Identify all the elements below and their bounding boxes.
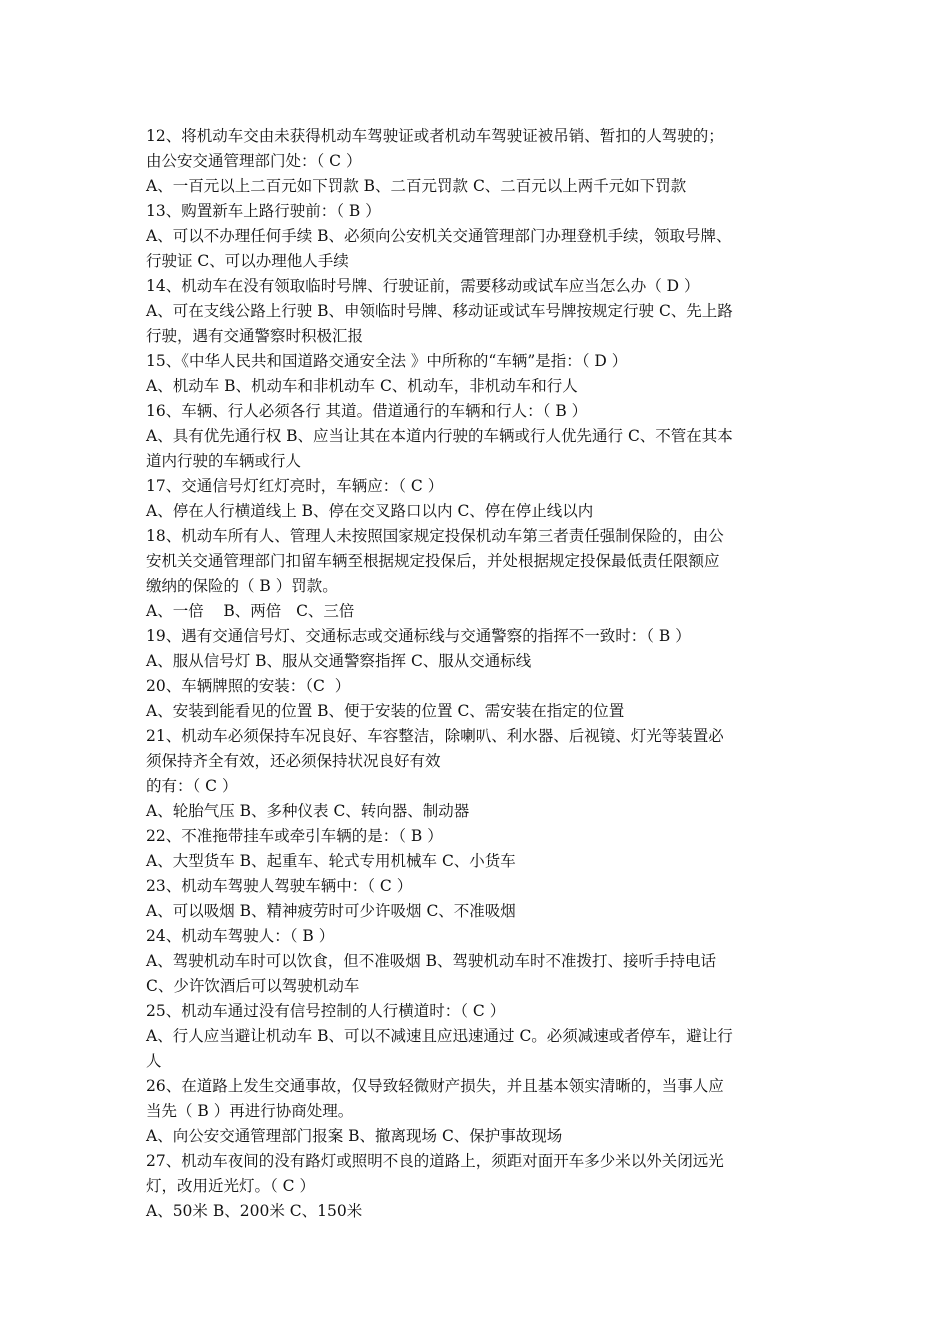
text-line: C、少许饮酒后可以驾驶机动车 [146,977,360,995]
text-line: 22、不准拖带挂车或牵引车辆的是：（ B ） [146,827,443,845]
text-line: A、向公安交通管理部门报案 B、撤离现场 C、保护事故现场 [146,1127,563,1145]
text-line: 27、机动车夜间的没有路灯或照明不良的道路上，须距对面开车多少米以外关闭远光 [146,1152,724,1170]
text-line: 23、机动车驾驶人驾驶车辆中：（ C ） [146,877,413,895]
text-line: A、可在支线公路上行驶 B、申领临时号牌、移动证或试车号牌按规定行驶 C、先上路 [146,302,733,320]
text-line: A、服从信号灯 B、服从交通警察指挥 C、服从交通标线 [146,652,532,670]
text-line: A、轮胎气压 B、多种仪表 C、转向器、制动器 [146,802,470,820]
text-line: 的有：（ C ） [146,777,238,795]
text-line: 当先（ B ）再进行协商处理。 [146,1102,354,1120]
text-line: 26、在道路上发生交通事故，仅导致轻微财产损失，并且基本领实清晰的，当事人应 [146,1077,724,1095]
text-line: 21、机动车必须保持车况良好、车容整洁，除喇叭、利水器、后视镜、灯光等装置必 [146,727,724,745]
text-line: A、可以不办理任何手续 B、必须向公安机关交通管理部门办理登机手续，领取号牌、 [146,227,732,245]
text-line: A、大型货车 B、起重车、轮式专用机械车 C、小货车 [146,852,516,870]
text-line: A、可以吸烟 B、精神疲劳时可少许吸烟 C、不准吸烟 [146,902,516,920]
text-line: 18、机动车所有人、管理人未按照国家规定投保机动车第三者责任强制保险的，由公 [146,527,724,545]
text-line: 灯，改用近光灯。（ C ） [146,1177,315,1195]
text-line: 13、购置新车上路行驶前：（ B ） [146,202,381,220]
text-line: 人 [146,1052,162,1070]
text-line: 12、将机动车交由未获得机动车驾驶证或者机动车驾驶证被吊销、暂扣的人驾驶的； [146,127,724,145]
text-line: 行驶证 C、可以办理他人手续 [146,252,349,270]
text-line: 安机关交通管理部门扣留车辆至根据规定投保后，并处根据规定投保最低责任限额应 [146,552,720,570]
text-line: 14、机动车在没有领取临时号牌、行驶证前，需要移动或试车应当怎么办（ D ） [146,277,700,295]
text-line: 须保持齐全有效，还必须保持状况良好有效 [146,752,441,770]
text-line: A、停在人行横道线上 B、停在交叉路口以内 C、停在停止线以内 [146,502,594,520]
text-line: A、行人应当避让机动车 B、可以不减速且应迅速通过 C。必须减速或者停车，避让行 [146,1027,733,1045]
text-line: A、驾驶机动车时可以饮食，但不准吸烟 B、驾驶机动车时不准拨打、接听手持电话 [146,952,717,970]
text-line: A、具有优先通行权 B、应当让其在本道内行驶的车辆或行人优先通行 C、不管在其本 [146,427,733,445]
text-line: 17、交通信号灯红灯亮时，车辆应：（ C ） [146,477,444,495]
text-line: 19、遇有交通信号灯、交通标志或交通标线与交通警察的指挥不一致时：（ B ） [146,627,691,645]
text-line: 由公安交通管理部门处：（ C ） [146,152,362,170]
document-body [146,124,810,1224]
text-line: A、机动车 B、机动车和非机动车 C、机动车，非机动车和行人 [146,377,578,395]
text-line: 15、《中华人民共和国道路交通安全法 》中所称的“车辆”是指：（ D ） [146,352,628,370]
text-line: 16、车辆、行人必须各行 其道。借道通行的车辆和行人：（ B ） [146,402,588,420]
text-line: A、一百元以上二百元如下罚款 B、二百元罚款 C、二百元以上两千元如下罚款 [146,177,687,195]
text-line: A、安装到能看见的位置 B、便于安装的位置 C、需安装在指定的位置 [146,702,625,720]
text-line: 道内行驶的车辆或行人 [146,452,302,470]
text-line: 25、机动车通过没有信号控制的人行横道时：（ C ） [146,1002,506,1020]
text-line: 20、车辆牌照的安装：（C ） [146,677,351,695]
text-line: 缴纳的保险的（ B ）罚款。 [146,577,338,595]
text-line: A、50米 B、200米 C、150米 [146,1202,363,1220]
text-line: 24、机动车驾驶人：（ B ） [146,927,335,945]
text-line: 行驶，遇有交通警察时积极汇报 [146,327,364,345]
text-line: A、一倍 B、两倍 C、三倍 [146,602,355,620]
